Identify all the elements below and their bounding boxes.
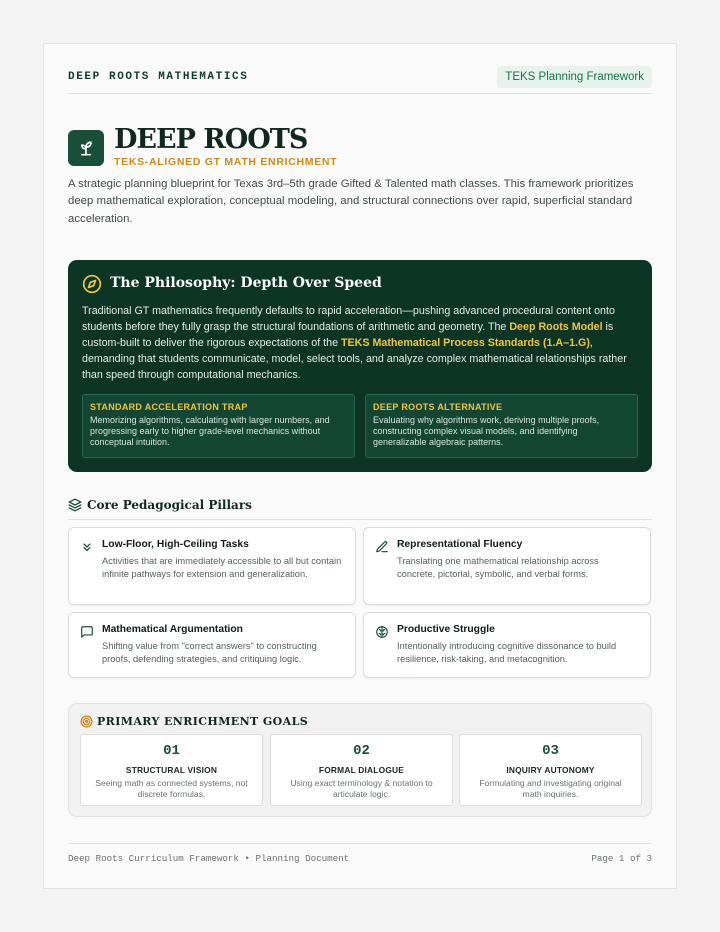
sprout-icon xyxy=(68,130,104,166)
pillar-title: Representational Fluency xyxy=(397,539,523,550)
pillar-card-low-floor xyxy=(68,527,356,605)
compass-icon xyxy=(82,274,102,294)
pillar-card-representational xyxy=(363,527,651,605)
goal-heading: INQUIRY AUTONOMY xyxy=(506,765,595,775)
goals-title: PRIMARY ENRICHMENT GOALS xyxy=(97,715,309,728)
goal-number: 02 xyxy=(353,743,370,759)
framework-badge: TEKS Planning Framework xyxy=(497,66,652,88)
pillar-card-struggle xyxy=(363,612,651,678)
goal-heading: STRUCTURAL VISION xyxy=(125,765,218,775)
pillar-text: Activities that are immediately accessible to all but contain infinite pathways for extension and generalization. xyxy=(102,556,342,580)
comparison-text: Evaluating why algorithms work, deriving multiple proofs, constructing complex visual models, and identifying generalizable algebraic patterns. xyxy=(373,415,600,447)
comparison-text: Memorizing algorithms, calculating with larger numbers, and progressing early to higher grade-level mechanics without conceptual intuition. xyxy=(90,415,330,447)
brand-name: DEEP ROOTS MATHEMATICS xyxy=(68,71,249,83)
pen-icon xyxy=(375,540,389,554)
highlight-teks-standards: TEKS Mathematical Process Standards (1.A–1.G) xyxy=(341,337,590,349)
pillar-title: Productive Struggle xyxy=(397,624,495,635)
page-header xyxy=(68,66,652,94)
comparison-card-standard xyxy=(82,394,355,458)
brain-icon xyxy=(375,625,389,639)
comparison-heading: DEEP ROOTS ALTERNATIVE xyxy=(373,402,503,412)
goals-panel xyxy=(68,703,652,817)
page-number: Page 1 of 3 xyxy=(591,853,652,864)
highlight-deep-roots-model: Deep Roots Model xyxy=(509,321,603,333)
page-content xyxy=(68,44,652,888)
target-icon xyxy=(80,715,93,728)
pillar-text: Translating one mathematical relationship across concrete, pictorial, symbolic, and verbal forms. xyxy=(397,556,599,580)
intro-paragraph: A strategic planning blueprint for Texas 3rd–5th grade Gifted & Talented math classes. This framework prioritizes deep mathematical exploration, conceptual modeling, and structural connections over rapid, superficial standard acceleration. xyxy=(68,178,634,225)
pillars-section-header xyxy=(68,498,652,520)
goal-text: Seeing math as connected systems, not discrete formulas. xyxy=(95,778,248,799)
comparison-card-alternative xyxy=(365,394,638,458)
comparison-heading: STANDARD ACCELERATION TRAP xyxy=(90,402,248,412)
pillar-title: Mathematical Argumentation xyxy=(102,624,243,635)
document-page xyxy=(43,43,677,889)
goal-number: 01 xyxy=(163,743,180,759)
message-square-icon xyxy=(80,625,94,639)
goal-number: 03 xyxy=(542,743,559,759)
page-title: DEEP ROOTS xyxy=(114,124,308,155)
chevrons-down-icon xyxy=(80,540,94,554)
pillar-text: Shifting value from "correct answers" to constructing proofs, defending strategies, and critiquing logic. xyxy=(102,641,317,665)
philosophy-body: Traditional GT mathematics frequently defaults to rapid acceleration—pushing advanced procedural content onto students before they fully grasp the structural foundations of arithmetic and geometry. The Deep Roots Model is custom-built to deliver the rigorous expectations of the TEKS Mathematical Process Standards (1.A–1.G), demanding that students communicate, model, select tools, and analyze complex mathematical relationships rather than speed through computational mechanics. xyxy=(82,305,627,381)
goal-text: Formulating and investigating original math inquiries. xyxy=(479,778,622,799)
pillar-text: Intentionally introducing cognitive dissonance to build resilience, risk-taking, and metacognition. xyxy=(397,641,617,665)
footer-document-label: Deep Roots Curriculum Framework • Planning Document xyxy=(68,853,350,864)
goal-text: Using exact terminology & notation to articulate logic. xyxy=(290,778,433,799)
goal-card-dialogue xyxy=(270,734,453,806)
pillars-title: Core Pedagogical Pillars xyxy=(87,498,252,512)
pillar-card-argumentation xyxy=(68,612,356,678)
page-footer xyxy=(68,843,652,871)
page-subtitle: TEKS-ALIGNED GT MATH ENRICHMENT xyxy=(114,156,338,168)
philosophy-panel xyxy=(68,260,652,472)
philosophy-title: The Philosophy: Depth Over Speed xyxy=(110,275,382,291)
goal-card-structural xyxy=(80,734,263,806)
goal-heading: FORMAL DIALOGUE xyxy=(318,765,405,775)
pillar-title: Low-Floor, High-Ceiling Tasks xyxy=(102,539,249,550)
layers-icon xyxy=(68,498,82,512)
goal-card-inquiry xyxy=(459,734,642,806)
